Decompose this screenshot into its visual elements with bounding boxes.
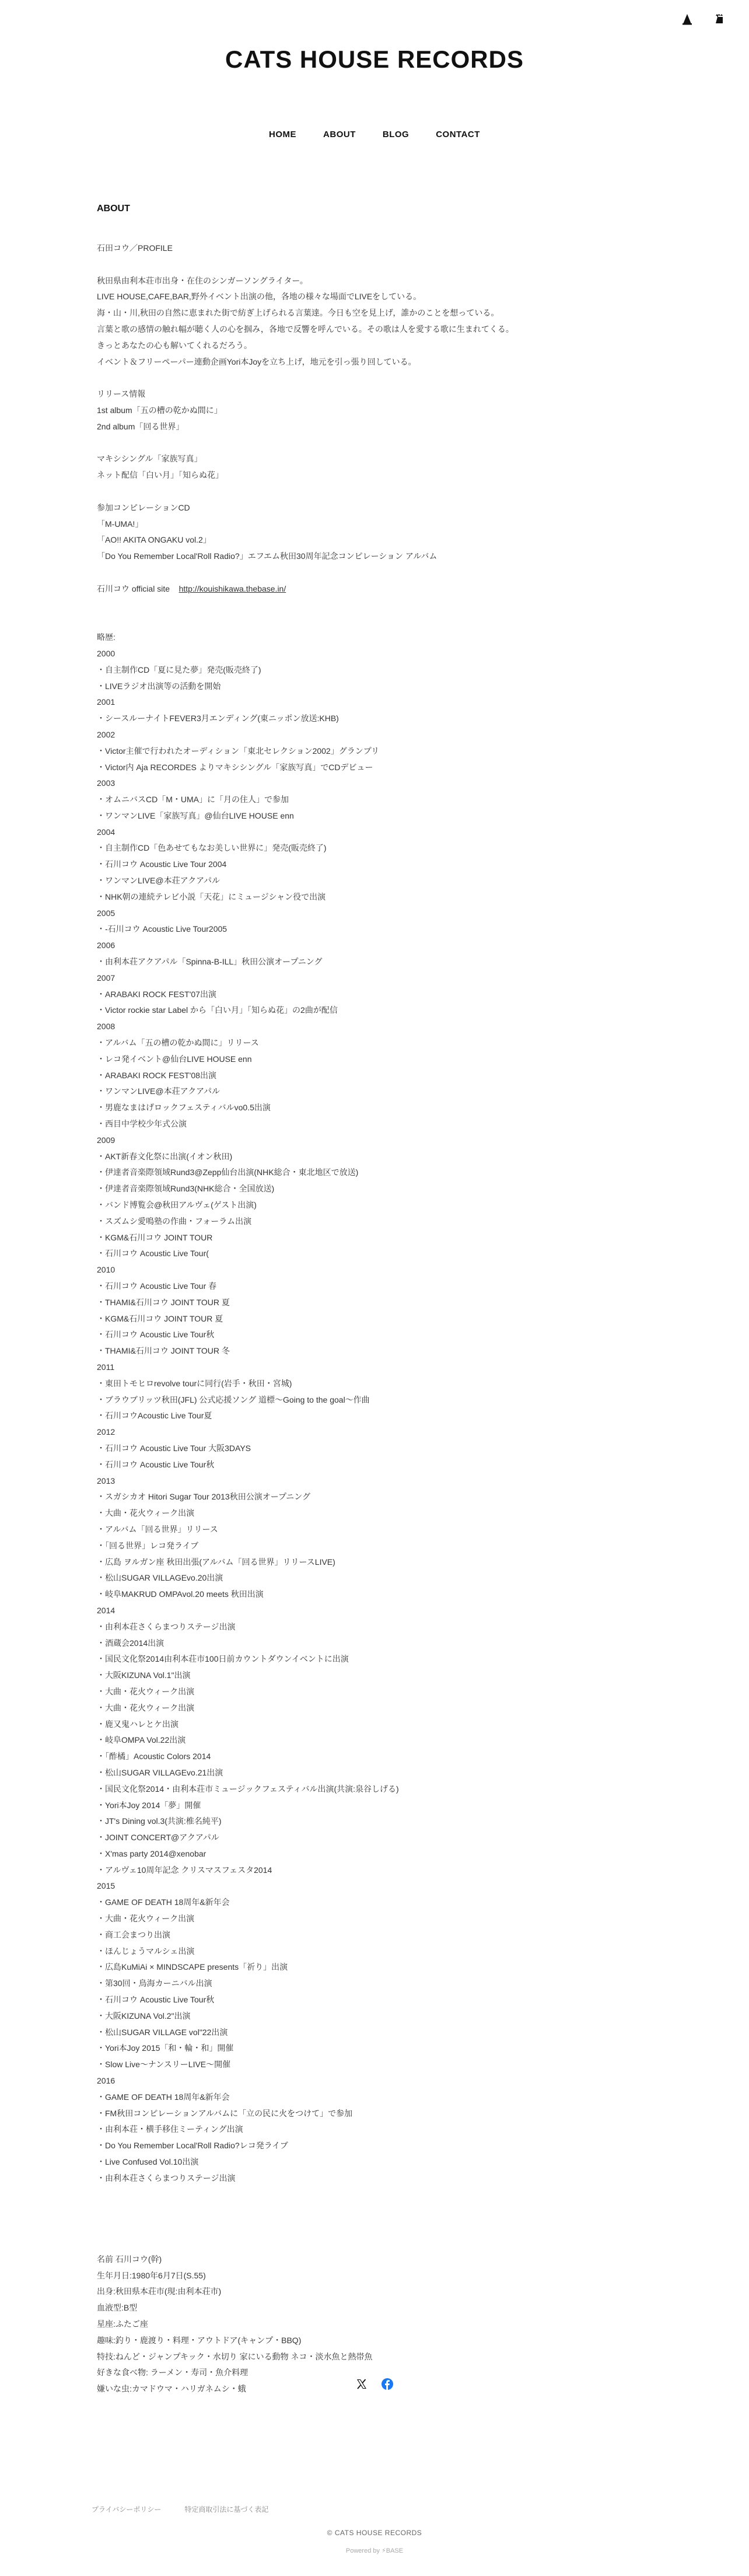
content-line: ・シースルーナイトFEVER3月エンディング(東ニッポン放送:KHB) [97, 714, 339, 723]
content-line: 生年月日:1980年6月7日(S.55) [97, 2270, 206, 2280]
content-line: ・大阪KIZUNA Vol.2"出演 [97, 2011, 191, 2021]
content-line: ・バンド博覧会@秋田アルヴェ(ゲスト出演) [97, 1200, 257, 1210]
content-line: ・松山SUGAR VILLAGE vol"22出演 [97, 2027, 228, 2037]
account-icon[interactable] [681, 13, 693, 26]
content-line: ・JT's Dining vol.3(共演:椎名純平) [97, 1816, 222, 1826]
content-line: ・国民文化祭2014・由利本荘市ミュージックフェスティバル出演(共演:泉谷しげる) [97, 1784, 399, 1794]
nav-about[interactable]: ABOUT [323, 130, 356, 139]
content-line: ・石川コウ Acoustic Live Tour 大阪3DAYS [97, 1443, 251, 1453]
content-line: ・由利本荘・横手移住ミーティング出演 [97, 2124, 243, 2134]
content-line: ・広島 ヲルガン座 秋田出張(アルバム「回る世界」リリースLIVE) [97, 1557, 335, 1567]
about-content [97, 240, 657, 2397]
content-line: 略歴: [97, 632, 116, 642]
content-line: 血液型:B型 [97, 2303, 138, 2313]
content-line: 2000 [97, 648, 116, 658]
content-line: 2001 [97, 697, 116, 707]
content-line: ・アルヴェ10周年記念 クリスマスフェスタ2014 [97, 1865, 272, 1875]
blank-line [97, 484, 657, 500]
content-line: ・AKT新春文化祭に出演(イオン秋田) [97, 1151, 233, 1161]
blank-line [97, 597, 657, 614]
content-line: ・伊達者音楽際領域Rund3(NHK総合・全国放送) [97, 1184, 275, 1194]
global-nav [0, 130, 749, 139]
page-heading: ABOUT [97, 204, 130, 214]
privacy-policy-link[interactable]: プライバシーポリシー [92, 2505, 162, 2514]
blank-line [97, 435, 657, 452]
official-site-line [97, 581, 657, 597]
content-line: マキシシングル「家族写真」 [97, 454, 202, 464]
powered-by[interactable]: Powered by ⚡BASE [345, 2547, 404, 2554]
content-line: ・KGM&石川コウ JOINT TOUR [97, 1232, 213, 1242]
content-line: 2014 [97, 1605, 116, 1615]
content-line: ・大曲・花火ウィーク出演 [97, 1703, 195, 1712]
content-line: ・由利本荘アクアパル「Spinna-B-ILL」秋田公演オープニング [97, 957, 323, 967]
content-line: ・FM秋田コンピレーションアルバムに「立の民に火をつけて」で参加 [97, 2108, 353, 2118]
content-line: ・KGM&石川コウ JOINT TOUR 夏 [97, 1313, 223, 1323]
content-line: 出身:秋田県本荘市(現:由利本荘市) [97, 2287, 222, 2297]
content-line: きっとあなたの心も解いてくれるだろう。 [97, 340, 252, 350]
content-line: 2012 [97, 1427, 116, 1437]
content-line: ・石川コウ Acoustic Live Tour秋 [97, 1330, 215, 1340]
facebook-icon[interactable] [382, 2378, 393, 2393]
content-line: ・大曲・花火ウィーク出演 [97, 1914, 195, 1924]
blank-line [97, 257, 657, 273]
blank-line [97, 370, 657, 386]
content-line: ・石川コウ Acoustic Live Tour 春 [97, 1281, 217, 1291]
content-line: ・石川コウ Acoustic Live Tour秋 [97, 1459, 215, 1469]
content-line: ・商工会まつり出演 [97, 1930, 170, 1939]
content-line: ・スガシカオ Hitori Sugar Tour 2013秋田公演オープニング [97, 1492, 311, 1502]
footer-links [92, 2504, 268, 2514]
content-line: 嫌いな虫:カマドウマ・ハリガネムシ・蛾 [97, 2384, 246, 2394]
content-line: ・自主制作CD「色あせてもなお美しい世界に」発売(販売終了) [97, 843, 327, 853]
content-line: ・岐阜OMPA Vol.22出演 [97, 1735, 186, 1745]
x-icon[interactable] [356, 2378, 368, 2393]
content-line: ・酒蔵会2014出演 [97, 1638, 164, 1648]
content-line: ・Slow Live〜ナンスリーLIVE〜開催 [97, 2060, 231, 2070]
content-line: ・広島KuMiAi × MINDSCAPE presents「祈り」出演 [97, 1962, 288, 1972]
content-line: 「M-UMA!」 [97, 519, 144, 529]
content-line: ・第30回・鳥海カーニバル出演 [97, 1979, 212, 1988]
content-line: 好きな食べ物: ラーメン・寿司・魚介料理 [97, 2368, 249, 2378]
content-line: ・「回る世界」レコ発ライブ [97, 1540, 199, 1550]
content-line: ・レコ発イベント@仙台LIVE HOUSE enn [97, 1054, 252, 1064]
content-line: ・松山SUGAR VILLAGEvo.20出演 [97, 1573, 223, 1583]
content-line: 2007 [97, 973, 116, 983]
official-site-label: 石川コウ official site [97, 583, 179, 593]
content-line: ・ほんじょうマルシェ出演 [97, 1946, 195, 1956]
blank-line [97, 2203, 657, 2219]
content-line: 2010 [97, 1265, 116, 1275]
content-line: ・JOINT CONCERT@アクアパル [97, 1833, 219, 1843]
content-line: ・ARABAKI ROCK FEST'07出演 [97, 989, 216, 999]
content-line: 星座:ふたご座 [97, 2319, 148, 2329]
content-line: ・自主制作CD「夏に見た夢」発売(販売終了) [97, 665, 261, 674]
content-line: ・東田トモヒロrevolve tourに同行(岩手・秋田・宮城) [97, 1378, 292, 1388]
content-line: ・松山SUGAR VILLAGEvo.21出演 [97, 1767, 223, 1777]
content-line: イベント＆フリーペーパー連動企画Yori本Joyを立ち上げ，地元を引っ張り回している。 [97, 356, 416, 366]
content-line: 2nd album「回る世界」 [97, 421, 184, 431]
content-line: ・ワンマンLIVE@本荘アクアパル [97, 876, 220, 886]
social-links [0, 2378, 749, 2393]
blank-line [97, 2187, 657, 2203]
content-line: 2005 [97, 908, 116, 918]
blank-line [97, 565, 657, 581]
blank-line [97, 2219, 657, 2235]
official-site-link[interactable]: http://kouishikawa.thebase.in/ [178, 583, 286, 593]
content-line: 海・山・川,秋田の自然に恵まれた街で紡ぎ上げられる言葉達。今日も空を見上げ，誰かのことを想っている。 [97, 308, 499, 318]
content-line: ・-石川コウ Acoustic Live Tour2005 [97, 924, 228, 934]
content-line: ・スズムシ愛鳴塾の作曲・フォーラム出演 [97, 1216, 252, 1226]
content-line: 秋田県由利本荘市出身・在住のシンガーソングライター。 [97, 275, 308, 285]
content-line: 「AO!! AKITA ONGAKU vol.2」 [97, 535, 211, 545]
content-line: ・Live Confused Vol.10出演 [97, 2157, 199, 2167]
header-icons [681, 13, 726, 26]
content-line: ・西目中学校少年式公演 [97, 1119, 187, 1129]
content-line: ・Victor rockie star Label から「白い月」「知らぬ花」の2曲が配信 [97, 1005, 338, 1015]
blank-line [97, 613, 657, 630]
content-line: ・ブラウブリッツ秋田(JFL) 公式応援ソング 道標〜Going to the goal〜作曲 [97, 1394, 370, 1404]
content-line: ・Victor主催で行われたオーディション「東北セレクション2002」グランプリ [97, 746, 380, 756]
content-line: リリース情報 [97, 389, 146, 399]
content-line: ・Do You Remember Local'Roll Radio?レコ発ライブ [97, 2141, 288, 2151]
blank-line [97, 2235, 657, 2252]
content-line: 2011 [97, 1362, 115, 1372]
content-line: ・石川コウ Acoustic Live Tour( [97, 1249, 209, 1259]
content-line: ・石川コウAcoustic Live Tour夏 [97, 1411, 212, 1421]
content-line: 名前 石川コウ(幹) [97, 2254, 162, 2264]
content-line: 「Do You Remember Local'Roll Radio?」エフエム秋田30周年記念コンピレーション アルバム [97, 551, 438, 561]
content-line: ・X'mas party 2014@xenobar [97, 1848, 206, 1858]
nav-home[interactable]: HOME [269, 130, 297, 139]
content-line: ・Yori本Joy 2015「和・輪・和」開催 [97, 2043, 234, 2053]
content-line: ・GAME OF DEATH 18周年&新年会 [97, 1897, 230, 1907]
content-line: 1st album「五の槽の乾かぬ間に」 [97, 405, 222, 415]
content-line: 2009 [97, 1135, 116, 1145]
content-line: ・THAMI&石川コウ JOINT TOUR 夏 [97, 1297, 230, 1307]
nav-blog[interactable]: BLOG [382, 130, 410, 139]
content-line: ・THAMI&石川コウ JOINT TOUR 冬 [97, 1346, 230, 1356]
content-line: ・男鹿なまはげロックフェスティバルvo0.5出演 [97, 1103, 271, 1113]
content-line: 言葉と歌の感情の触れ幅が聴く人の心を掴み，各地で反響を呼んでいる。その歌は人を愛する歌に生まれてくる。 [97, 324, 514, 334]
content-line: ・石川コウ Acoustic Live Tour秋 [97, 1995, 215, 2005]
content-line: ・大阪KIZUNA Vol.1"出演 [97, 1670, 191, 1680]
commerce-law-link[interactable]: 特定商取引法に基づく表記 [184, 2505, 269, 2514]
content-line: ・ワンマンLIVE@本荘アクアパル [97, 1086, 220, 1096]
content-line: ・由利本荘さくらまつりステージ出演 [97, 2173, 236, 2183]
content-line: ・Victor内 Aja RECORDES よりマキシシングル「家族写真」でCDデビュー [97, 762, 373, 772]
content-line: 特技:ねんど・ジャンプキック・水切り 家にいる動物 ネコ・淡水魚と熱帯魚 [97, 2351, 373, 2361]
content-line: ・NHK朝の連続テレビ小説「天花」にミュージシャン役で出演 [97, 892, 326, 901]
content-line: 2016 [97, 2076, 116, 2086]
copyright: © CATS HOUSE RECORDS [327, 2529, 422, 2537]
nav-contact[interactable]: CONTACT [436, 130, 480, 139]
content-line: ・鹿又鬼ハレとケ出演 [97, 1719, 178, 1729]
content-line: ・GAME OF DEATH 18周年&新年会 [97, 2092, 230, 2102]
content-line: 趣味:釣り・鹿渡り・料理・アウトドア(キャンプ・BBQ) [97, 2335, 302, 2345]
content-line: ・LIVEラジオ出演等の活動を開始 [97, 681, 221, 691]
content-line: ・ワンマンLIVE「家族写真」@仙台LIVE HOUSE enn [97, 810, 294, 820]
content-line: ・由利本荘さくらまつりステージ出演 [97, 1621, 236, 1631]
content-line: ・大曲・花火ウィーク出演 [97, 1508, 195, 1518]
site-title[interactable]: CATS HOUSE RECORDS [225, 46, 524, 73]
cart-icon[interactable] [713, 13, 726, 26]
content-line: ・アルバム「五の槽の乾かぬ間に」リリース [97, 1038, 259, 1048]
content-line: 2002 [97, 729, 116, 739]
content-line: ・オムニバスCD「M・UMA」に「月の住人」で参加 [97, 795, 289, 805]
content-line: LIVE HOUSE,CAFE,BAR,野外イベント出演の他，各地の様々な場面でLIVEをしている。 [97, 292, 422, 302]
content-line: 2006 [97, 941, 116, 950]
content-line: 2004 [97, 827, 116, 837]
content-line: 参加コンピレーションCD [97, 502, 190, 512]
content-line: ・石川コウ Acoustic Live Tour 2004 [97, 859, 227, 869]
content-line: 石田コウ／PROFILE [97, 243, 173, 253]
content-line: ・伊達者音楽際領域Rund3@Zepp仙台出演(NHK総合・東北地区で放送) [97, 1168, 359, 1177]
content-line: 2015 [97, 1881, 116, 1891]
content-line: ネット配信「白い月」「知らぬ花」 [97, 470, 223, 480]
content-line: 2008 [97, 1022, 116, 1032]
content-line: ・Yori本Joy 2014「夢」開催 [97, 1800, 201, 1810]
content-line: ・国民文化祭2014由利本荘市100日前カウントダウンイベントに出演 [97, 1654, 349, 1664]
content-line: ・大曲・花火ウィーク出演 [97, 1686, 195, 1696]
content-line: 2003 [97, 778, 116, 788]
content-line: ・ARABAKI ROCK FEST'08出演 [97, 1070, 216, 1080]
content-line: ・アルバム「回る世界」リリース [97, 1524, 218, 1534]
content-line: ・「酢橘」Acoustic Colors 2014 [97, 1752, 211, 1761]
content-line: ・岐阜MAKRUD OMPAvol.20 meets 秋田出演 [97, 1589, 264, 1599]
content-line: 2013 [97, 1476, 116, 1486]
